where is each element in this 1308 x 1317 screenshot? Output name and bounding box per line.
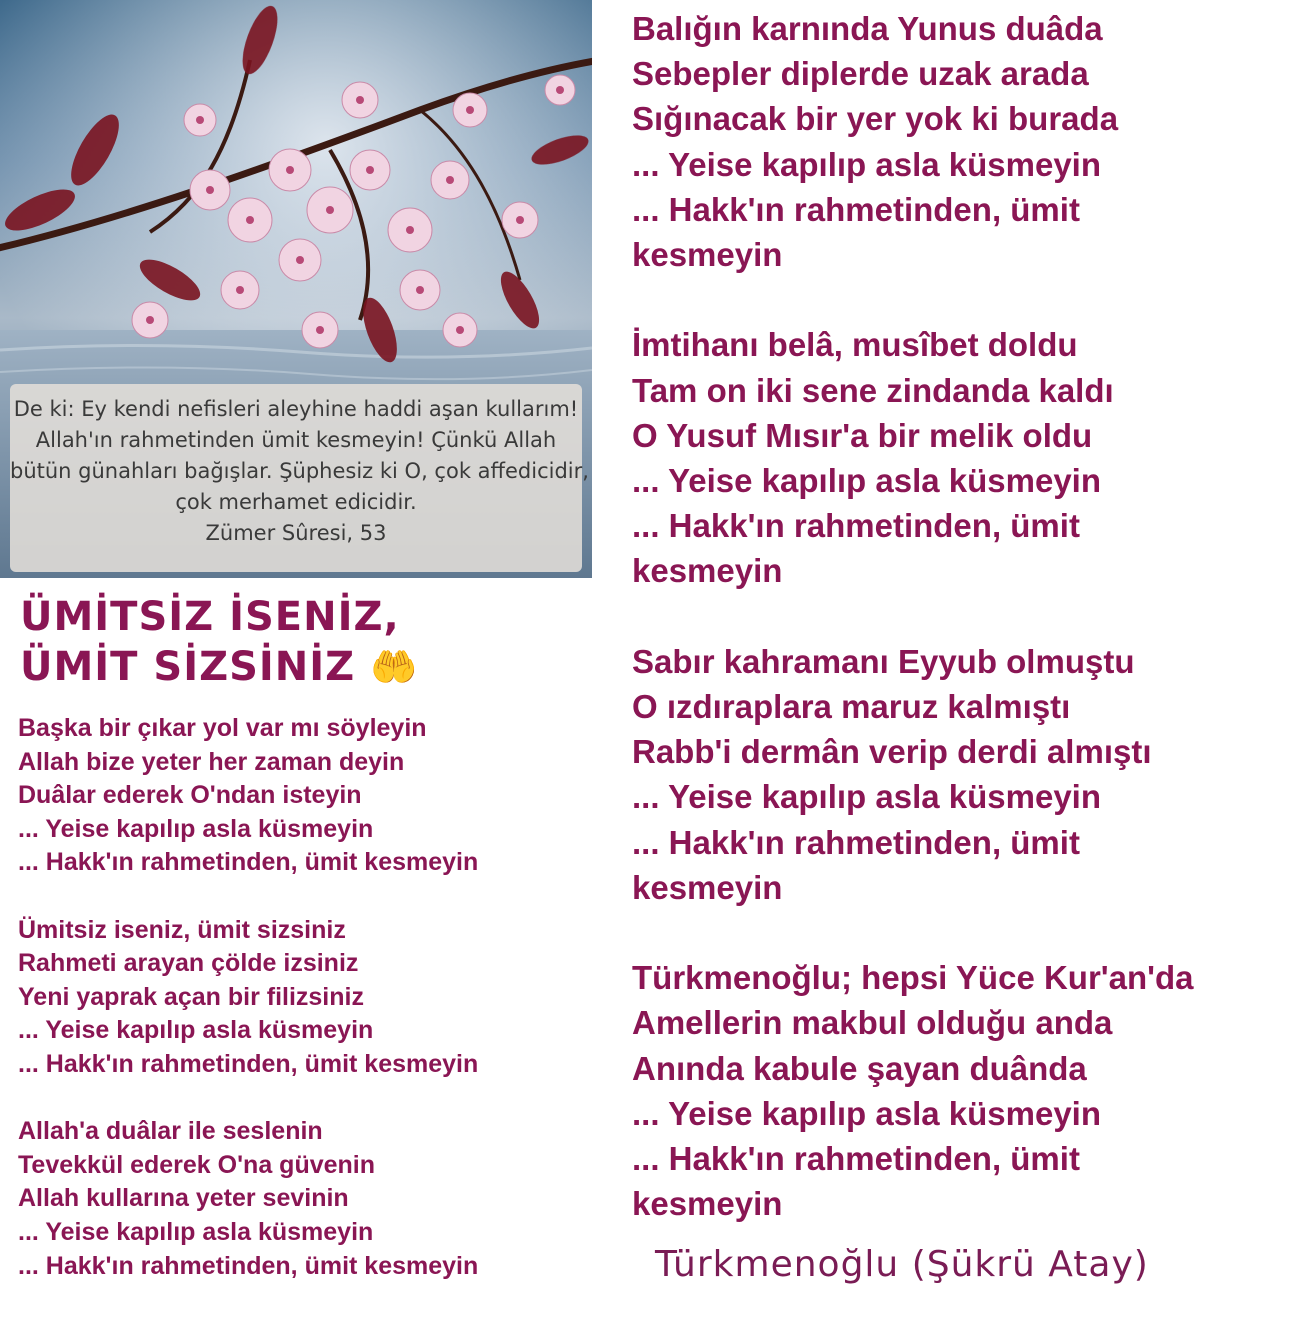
praying-hands-icon: 🤲 — [370, 645, 419, 689]
verse-caption — [10, 384, 589, 572]
poem-line: Yeni yaprak açan bir filizsiniz — [18, 982, 364, 1011]
poem-line: Sabır kahramanı Eyyub olmuştu — [632, 642, 1135, 680]
poem-line: Türkmenoğlu; hepsi Yüce Kur'an'da — [632, 959, 1194, 997]
cherry-blossom-image — [0, 0, 592, 578]
poem-line: ... Hakk'ın rahmetinden, ümit kesmeyin — [18, 848, 479, 877]
poem-line: O ızdıraplara maruz kalmıştı — [632, 688, 1071, 726]
poem-line: Başka bir çıkar yol var mı söyleyin — [18, 714, 427, 742]
caption-source: Zümer Sûresi, 53 — [205, 521, 387, 545]
poem-line: Tevekkül ederek O'na güvenin — [18, 1150, 376, 1179]
poem-line: ... Hakk'ın rahmetinden, ümit — [632, 823, 1080, 861]
title-line-2-text: ÜMİT SİZSİNİZ — [20, 644, 356, 690]
poem-line: Balığın karnında Yunus duâda — [632, 10, 1103, 47]
stanza — [18, 914, 598, 1082]
caption-line: çok merhamet edicidir. — [175, 490, 417, 514]
poem-line: Duâlar ederek O'ndan isteyin — [18, 781, 362, 810]
poem-line: kesmeyin — [632, 868, 783, 906]
right-poem-column — [632, 6, 1292, 1272]
poem-line: kesmeyin — [632, 1185, 783, 1223]
poem-line: ... Hakk'ın rahmetinden, ümit kesmeyin — [18, 1251, 479, 1280]
caption-line: bütün günahları bağışlar. Şüphesiz ki O, çok affedicidir, — [10, 459, 589, 483]
poem-line: O Yusuf Mısır'a bir melik oldu — [632, 416, 1093, 454]
caption-line: De ki: Ey kendi nefisleri aleyhine haddi aşan kullarım! — [13, 397, 579, 421]
poem-line: Sığınacak bir yer yok ki burada — [632, 100, 1119, 138]
poem-line: Allah kullarına yeter sevinin — [18, 1184, 349, 1213]
title-line-2 — [20, 642, 418, 692]
poem-line: Allah bize yeter her zaman deyin — [18, 747, 405, 776]
stanza — [632, 322, 1292, 593]
poem-line: Rabb'i dermân verip derdi almıştı — [632, 733, 1152, 771]
poem-line: ... Yeise kapılıp asla küsmeyin — [18, 814, 374, 843]
poem-line: ... Hakk'ın rahmetinden, ümit — [632, 190, 1080, 228]
poem-author: Türkmenoğlu (Şükrü Atay) — [655, 1244, 1149, 1285]
left-poem-column — [18, 712, 598, 1317]
stanza — [632, 6, 1292, 277]
title-line-1: ÜMİTSİZ İSENİZ, — [20, 594, 400, 640]
poem-line: ... Yeise kapılıp asla küsmeyin — [18, 1016, 374, 1045]
poem-line: ... Yeise kapılıp asla küsmeyin — [632, 778, 1101, 816]
poem-line: Amellerin makbul olduğu anda — [632, 1004, 1113, 1042]
poem-title — [20, 592, 418, 692]
poem-line: Rahmeti arayan çölde izsiniz — [18, 949, 359, 978]
stanza — [18, 1115, 598, 1283]
poem-line: kesmeyin — [632, 552, 783, 590]
caption-line: Allah'ın rahmetinden ümit kesmeyin! Çünkü Allah — [35, 428, 557, 452]
poem-line: Ümitsiz iseniz, ümit sizsiniz — [18, 915, 346, 944]
poem-line: ... Hakk'ın rahmetinden, ümit — [632, 1140, 1080, 1178]
poem-line: kesmeyin — [632, 236, 783, 274]
stanza — [18, 712, 598, 880]
poem-line: ... Hakk'ın rahmetinden, ümit — [632, 507, 1080, 545]
poem-line: Allah'a duâlar ile seslenin — [18, 1117, 323, 1146]
stanza — [632, 639, 1292, 910]
poem-line: ... Yeise kapılıp asla küsmeyin — [632, 1094, 1101, 1132]
poem-line: ... Yeise kapılıp asla küsmeyin — [632, 462, 1101, 500]
poem-line: ... Hakk'ın rahmetinden, ümit kesmeyin — [18, 1049, 479, 1078]
poem-line: Tam on iki sene zindanda kaldı — [632, 371, 1114, 409]
poem-line: ... Yeise kapılıp asla küsmeyin — [632, 145, 1101, 183]
poem-line: Anında kabule şayan duânda — [632, 1049, 1087, 1087]
poem-line: ... Yeise kapılıp asla küsmeyin — [18, 1217, 374, 1246]
poem-line: İmtihanı belâ, musîbet doldu — [632, 326, 1078, 364]
stanza — [632, 955, 1292, 1226]
poem-line: Sebepler diplerde uzak arada — [632, 55, 1089, 93]
